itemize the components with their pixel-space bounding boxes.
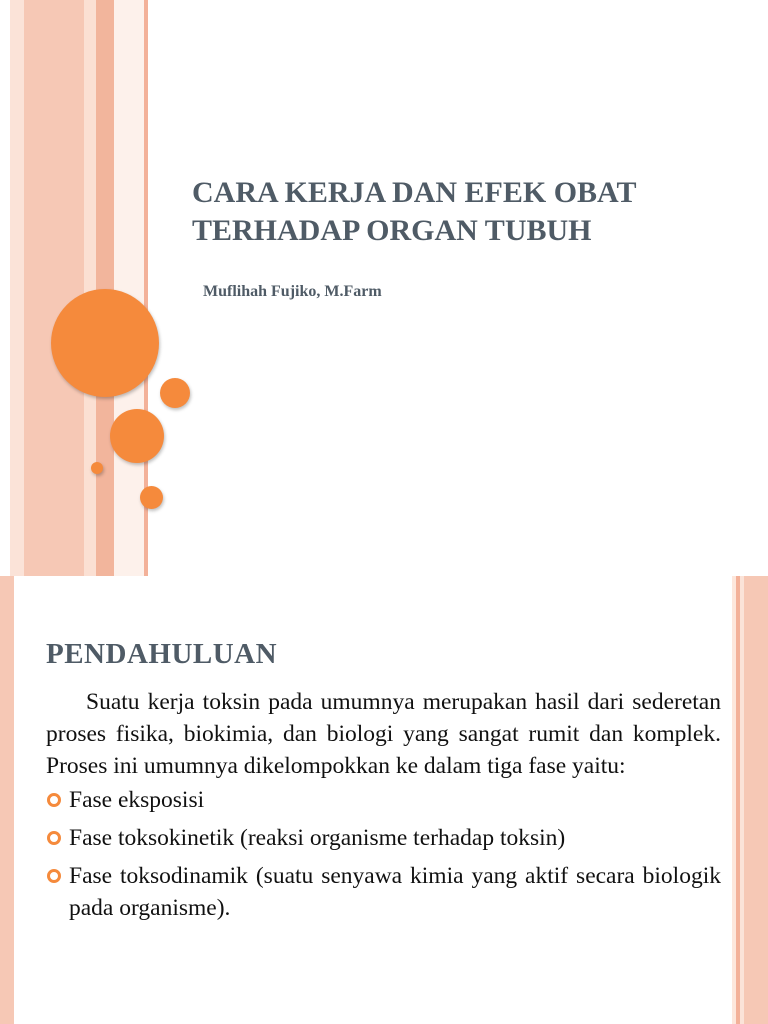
list-item-text: Fase toksokinetik (reaksi organisme terhadap toksin) xyxy=(69,825,566,851)
decor-stripe xyxy=(96,0,114,576)
decor-circle-medium xyxy=(110,409,164,463)
slide-body xyxy=(46,686,721,930)
list-item-text: Fase eksposisi xyxy=(69,787,205,813)
decor-stripe xyxy=(0,0,10,576)
orange-ring-bullet-icon xyxy=(47,831,61,845)
list-item xyxy=(46,822,721,854)
decor-stripe xyxy=(84,0,96,576)
decor-stripe xyxy=(10,0,24,576)
orange-ring-bullet-icon xyxy=(47,869,61,883)
decor-stripe xyxy=(24,0,84,576)
list-item-text: Fase toksodinamik (suatu senyawa kimia yang aktif secara biologik pada organisme). xyxy=(69,863,721,921)
decor-stripe xyxy=(114,0,144,576)
orange-ring-bullet-icon xyxy=(47,793,61,807)
decor-stripe xyxy=(744,576,768,1024)
decor-circle-small xyxy=(140,486,163,509)
author-name: Muflihah Fujiko, M.Farm xyxy=(203,283,382,300)
content-slide xyxy=(0,576,768,1024)
section-heading: PENDAHULUAN xyxy=(46,638,278,670)
decor-circle-tiny xyxy=(91,462,103,474)
slide-title xyxy=(192,174,712,250)
intro-paragraph: Suatu kerja toksin pada umumnya merupakan hasil dari sederetan proses fisika, biokimia, dan biologi yang sangat rumit dan komplek. Proses ini umumnya dikelompokkan ke dalam tiga fase yaitu: xyxy=(46,689,721,779)
phase-list xyxy=(46,784,721,924)
decor-stripe xyxy=(0,576,14,1024)
decor-circle-large xyxy=(51,289,159,397)
list-item xyxy=(46,860,721,924)
slide-title-line: TERHADAP ORGAN TUBUH xyxy=(192,214,592,247)
slide-title-line: CARA KERJA DAN EFEK OBAT xyxy=(192,176,637,209)
decor-circle-medium xyxy=(160,378,190,408)
list-item xyxy=(46,784,721,816)
